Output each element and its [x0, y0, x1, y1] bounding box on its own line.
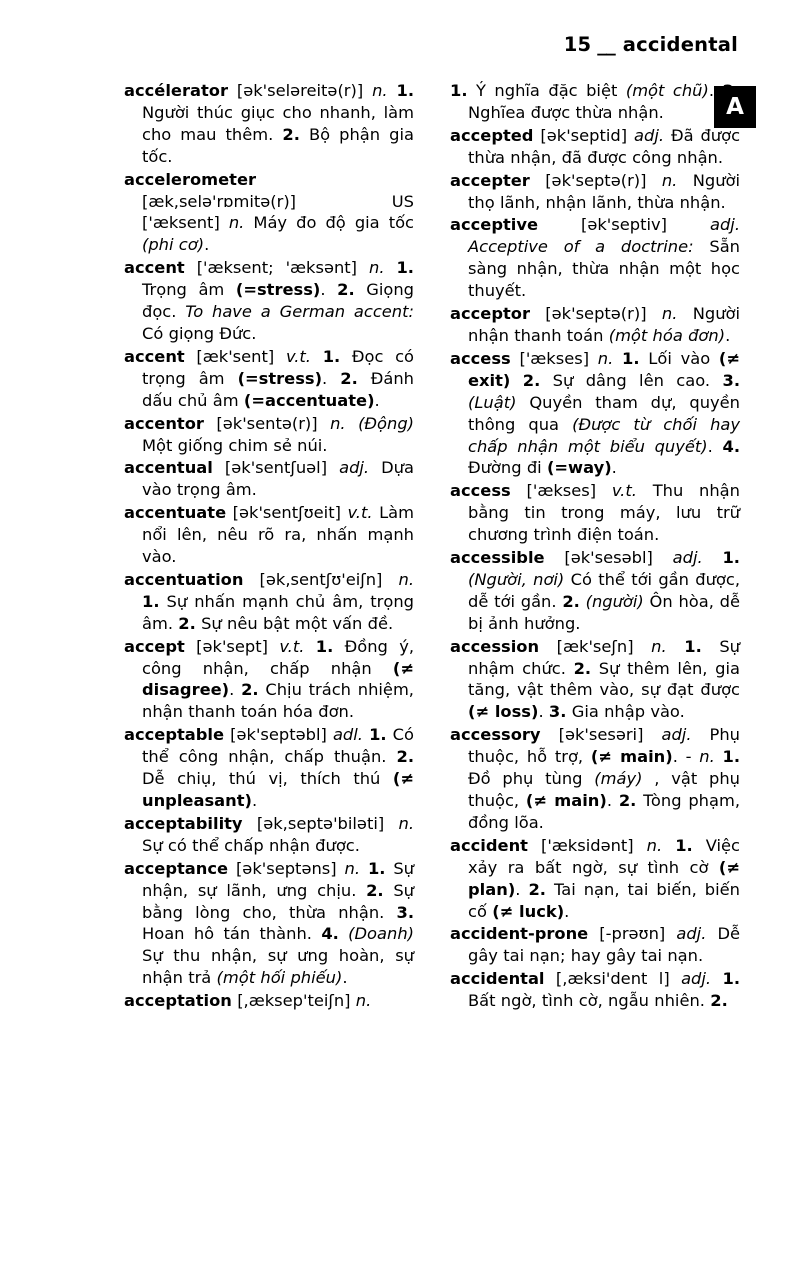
entry-headword: acceptability: [124, 813, 243, 833]
entry-headword: accentual: [124, 458, 213, 478]
entry-part-of-speech: v.t.: [611, 481, 637, 501]
entry-headword: acceptation: [124, 991, 232, 1011]
entry-headword: accentor: [124, 413, 204, 433]
entry-definition: Đã được thừa nhận, đã được công nhận.: [468, 125, 741, 167]
entry-definition: 1. Có thể công nhận, chấp thuận. 2. Dễ chiụ, thú vị, thích thú (≠ unpleasant).: [142, 725, 414, 810]
entry-pronunciation: [ək'sept]: [196, 636, 268, 656]
entry-part-of-speech: adj.: [339, 458, 370, 478]
entry-pronunciation: [,æksep'teiʃn]: [237, 991, 351, 1011]
entry-part-of-speech: v.t.: [285, 346, 311, 366]
entry-headword: accident: [450, 835, 528, 855]
dictionary-entry: [124, 169, 414, 257]
entry-pronunciation: [ək'sesəri]: [558, 725, 644, 745]
text-columns: [0, 80, 800, 1013]
dictionary-entry: [124, 636, 414, 724]
entry-part-of-speech: n.: [344, 858, 361, 878]
dictionary-entry: [124, 569, 414, 635]
entry-definition: Thu nhận bằng tin trong máy, lưu trữ chương trình điện toán.: [468, 481, 740, 545]
entry-definition: 1. Sự nhậm chức. 2. Sự thêm lên, gia tăng, vật thêm vào, sự đạt được (≠ loss). 3. Gia nhập vào.: [468, 636, 741, 722]
entry-definition: Làm nổi lên, nêu rõ ra, nhấn mạnh vào.: [142, 503, 414, 567]
header-separator: __: [597, 33, 615, 56]
entry-headword: accidental: [450, 969, 545, 989]
entry-pronunciation: [-prəʊn]: [599, 924, 666, 944]
entry-headword: accident-prone: [450, 924, 589, 944]
entry-definition: 1. Đồng ý, công nhận, chấp nhận (≠ disagree). 2. Chịu trách nhiệm, nhận thanh toán hóa đơn.: [142, 636, 415, 722]
dictionary-entry: [450, 125, 740, 169]
entry-pronunciation: [æk,selə'rɒmitə(r)]: [142, 191, 297, 211]
entry-headword: accélerator: [124, 81, 228, 100]
entry-definition: 1. (Người, nơi) Có thể tới gần được, dễ tới gần. 2. (người) Ôn hòa, dễ bị ảnh hưởng.: [468, 548, 741, 633]
entry-headword: accession: [450, 636, 540, 656]
entry-part-of-speech: adj.: [681, 969, 712, 989]
entry-pronunciation: ['æksidənt]: [540, 835, 634, 855]
entry-definition: 1. Lối vào (≠ exit) 2. Sự dâng lên cao. 3. (Luật) Quyền tham dự, quyền thông qua (Được từ chối hay chấp nhận một biểu quyết). 4. Đường đi (=way).: [468, 348, 741, 478]
entry-headword: acceptor: [450, 304, 530, 324]
entry-pronunciation: [ək'sentʃʊeit]: [232, 503, 341, 523]
entry-part-of-speech: n.: [355, 991, 372, 1011]
entry-part-of-speech: adj.: [672, 548, 703, 568]
dictionary-entry: [124, 990, 414, 1012]
dictionary-entry: [124, 724, 414, 812]
entry-definition: Acceptive of a doctrine: Sẵn sàng nhận, thừa nhận một học thuyết.: [468, 237, 740, 301]
entry-definition: 1. Người thúc giục cho nhanh, làm cho mau thêm. 2. Bộ phận gia tốc.: [142, 81, 414, 166]
dictionary-entry: [124, 346, 414, 412]
dictionary-entry: [124, 257, 414, 345]
dictionary-entry: [124, 858, 414, 989]
dictionary-entry: [450, 303, 740, 347]
entry-headword: accentuation: [124, 569, 244, 589]
entry-definition: Dựa vào trọng âm.: [142, 458, 414, 500]
entry-part-of-speech: adj.: [676, 924, 707, 944]
column-right: [450, 80, 740, 1013]
entry-headword: acceptive: [450, 215, 539, 235]
dictionary-entry: [450, 724, 740, 834]
entry-definition: Dễ gây tai nạn; hay gây tai nạn.: [468, 924, 741, 966]
dictionary-entry: [450, 80, 740, 124]
dictionary-entry: [450, 214, 740, 302]
entry-definition: US ['æksent] n. Máy đo độ gia tốc (phi cơ).: [142, 191, 414, 255]
entry-part-of-speech: adl.: [332, 725, 363, 745]
page-header: [0, 33, 800, 56]
entry-pronunciation: [ək'septəns]: [235, 858, 337, 878]
entry-part-of-speech: n.: [398, 813, 414, 833]
entry-part-of-speech: adj.: [710, 215, 741, 235]
entry-pronunciation: ['ækses]: [526, 481, 597, 501]
entry-headword: access: [450, 348, 511, 368]
entry-pronunciation: [æk'sent]: [196, 346, 275, 366]
entry-part-of-speech: n.: [398, 569, 415, 589]
entry-definition: (Động) Một giống chim sẻ núi.: [142, 413, 415, 455]
entry-definition: 1. Sự nhấn mạnh chủ âm, trọng âm. 2. Sự nêu bật một vấn đề.: [142, 591, 414, 633]
entry-pronunciation: ['ækses]: [519, 348, 590, 368]
entry-headword: accept: [124, 636, 185, 656]
entry-definition: 1. Trọng âm (=stress). 2. Giọng đọc. To have a German accent: Có giọng Đức.: [142, 258, 415, 343]
dictionary-entry: [450, 480, 740, 546]
dictionary-entry: [450, 170, 740, 214]
entry-headword: accent: [124, 346, 185, 366]
column-left: [124, 80, 414, 1013]
entry-headword: accessory: [450, 725, 541, 745]
entry-definition: 1. Đọc có trọng âm (=stress). 2. Đánh dấu chủ âm (=accentuate).: [142, 346, 415, 410]
dictionary-entry: [450, 923, 740, 967]
dictionary-entry: [450, 348, 740, 479]
entry-pronunciation: [,æksi'dent l]: [555, 969, 670, 989]
page-number: 15: [563, 33, 592, 56]
entry-headword: access: [450, 481, 511, 501]
entry-part-of-speech: n.: [330, 413, 346, 433]
entry-headword: accentuate: [124, 503, 227, 523]
entry-pronunciation: [ək'septə(r)]: [545, 170, 647, 190]
entry-part-of-speech: adj.: [634, 125, 665, 145]
entry-pronunciation: [ək'septəbl]: [230, 725, 327, 745]
entry-headword: accelerometer: [124, 169, 257, 189]
entry-definition: Sự có thể chấp nhận được.: [142, 835, 360, 855]
running-head: accidental: [622, 33, 738, 56]
entry-pronunciation: [ək'sesəbl]: [564, 548, 653, 568]
entry-definition: 1. Việc xảy ra bất ngờ, sự tình cờ (≠ plan). 2. Tai nạn, tai biến, biến cố (≠ luck).: [468, 835, 741, 921]
entry-part-of-speech: n.: [661, 170, 678, 190]
entry-pronunciation: [ək'sentʃuəl]: [224, 458, 328, 478]
entry-definition: Người thọ lãnh, nhận lãnh, thừa nhận.: [468, 170, 741, 212]
entry-pronunciation: [ək'sentə(r)]: [216, 413, 318, 433]
entry-part-of-speech: n.: [597, 348, 614, 368]
dictionary-entry: [124, 80, 414, 168]
entry-part-of-speech: adj.: [661, 725, 692, 745]
dictionary-entry: [124, 413, 414, 457]
entry-pronunciation: ['æksent; 'æksənt]: [196, 258, 358, 278]
entry-definition: Người nhận thanh toán (một hóa đơn).: [468, 304, 741, 345]
entry-part-of-speech: v.t.: [279, 636, 305, 656]
entry-part-of-speech: n.: [651, 636, 667, 656]
entry-pronunciation: [æk'seʃn]: [556, 636, 634, 656]
entry-pronunciation: [ək'septə(r)]: [545, 304, 647, 324]
entry-headword: accepted: [450, 125, 534, 145]
entry-part-of-speech: n.: [372, 81, 388, 100]
dictionary-entry: [124, 502, 414, 568]
thumb-index-label: A: [726, 94, 744, 120]
entry-pronunciation: [ək,sentʃʊ'eiʃn]: [259, 569, 383, 589]
entry-definition: Phụ thuộc, hỗ trợ, (≠ main). - n. 1. Đồ phụ tùng (máy) , vật phụ thuộc, (≠ main). 2. Tòng phạm, đồng lõa.: [468, 725, 741, 832]
entry-pronunciation: [ək'seləreitə(r)]: [236, 81, 364, 100]
dictionary-entry: [124, 813, 414, 857]
entry-definition: 1. Ý nghĩa đặc biệt (một chũ). 2. Nghĩea được thừa nhận.: [450, 81, 740, 122]
entry-definition: 1. Sự nhận, sự lãnh, ưng chịu. 2. Sự bằng lòng cho, thừa nhận. 3. Hoan hô tán thành. 4. (Doanh) Sự thu nhận, sự ưng hoàn, sự nhận trả (một hối phiếu).: [142, 858, 415, 988]
entry-pronunciation: [ək'septiv]: [581, 215, 668, 235]
entry-part-of-speech: n.: [661, 304, 678, 324]
entry-headword: accent: [124, 258, 185, 278]
entry-part-of-speech: v.t.: [347, 503, 373, 523]
entry-headword: accepter: [450, 170, 530, 190]
entry-pronunciation: [ək,septə'biləti]: [256, 813, 385, 833]
dictionary-entry: [124, 457, 414, 501]
dictionary-entry: [450, 636, 740, 724]
entry-headword: accessible: [450, 548, 545, 568]
dictionary-entry: [450, 835, 740, 923]
entry-headword: acceptance: [124, 858, 229, 878]
entry-definition: 1. Bất ngờ, tình cờ, ngẫu nhiên. 2.: [468, 969, 741, 1011]
entry-pronunciation: [ək'septid]: [540, 125, 628, 145]
entry-part-of-speech: n.: [369, 258, 385, 278]
entry-part-of-speech: n.: [646, 835, 663, 855]
dictionary-entry: [450, 547, 740, 635]
dictionary-entry: [450, 968, 740, 1012]
entry-headword: acceptable: [124, 725, 225, 745]
